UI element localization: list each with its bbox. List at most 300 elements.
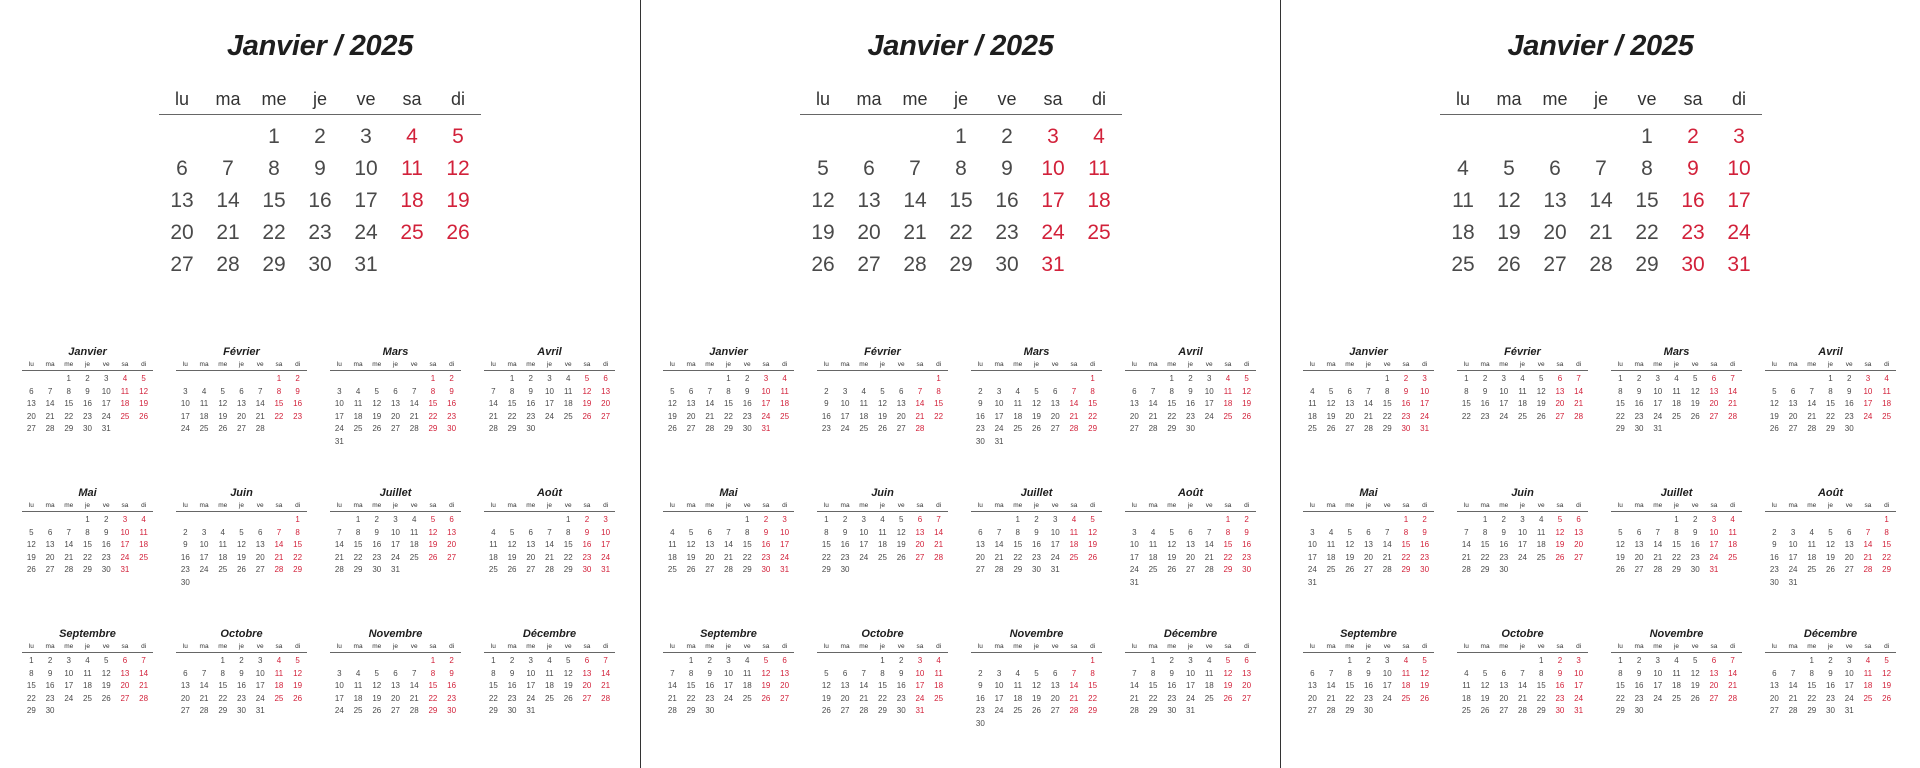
weekday-label: ma [199,361,209,368]
day-cells [971,514,1102,577]
day-cell: 23 [180,565,190,574]
day-cell: 7 [276,527,282,537]
day-cell: 18 [83,681,92,690]
day-cell: 18 [218,552,228,562]
year-overview [1303,344,1896,757]
day-cell: 1 [1641,125,1653,148]
weekday-label: ma [1496,89,1522,109]
day-cell: 25 [1013,706,1023,715]
day-cell: 30 [840,565,850,574]
day-cell: 25 [1882,411,1892,421]
day-cell: 17 [1382,681,1392,690]
day-cell: 14 [1069,681,1079,690]
day-cell: 26 [139,411,149,421]
day-cell: 17 [526,681,536,690]
day-cell: 17 [1727,189,1751,212]
day-cell: 10 [1844,668,1854,678]
weekday-label: ve [1051,643,1059,650]
weekday-label: sa [916,502,924,509]
day-cell: 4 [355,668,361,678]
mini-month-title: Décembre [1803,628,1858,640]
day-cell: 20 [526,552,536,562]
day-cell: 30 [1167,706,1177,715]
day-cell: 12 [1769,399,1779,408]
day-cell: 21 [139,681,149,690]
day-cell: 22 [563,552,573,562]
day-cell: 27 [1709,693,1719,703]
empty-cell [1802,373,1821,386]
day-cell: 12 [218,399,228,408]
day-cell: 20 [391,411,400,421]
day-cell: 12 [372,681,382,690]
weekday-label: ve [1383,502,1391,509]
weekday-label: lu [182,361,188,368]
day-cell: 13 [391,399,400,408]
mini-month-title: Novembre [1009,628,1064,640]
weekday-label: sa [916,643,924,650]
day-cell: 7 [411,668,417,678]
mini-month-title: Décembre [1163,628,1218,640]
day-cell: 7 [1071,668,1077,678]
day-cell: 28 [334,565,344,574]
day-cell: 23 [1186,411,1195,421]
day-cell: 16 [101,540,111,549]
weekday-label: di [1091,89,1106,109]
weekday-label: je [1827,502,1834,509]
day-cell: 4 [276,656,282,665]
day-cell: 11 [545,668,554,678]
day-cell: 19 [563,681,573,690]
day-cell: 23 [1681,221,1705,244]
day-cell: 25 [1401,693,1411,703]
day-cell: 14 [409,399,419,408]
day-cell: 29 [353,565,363,574]
weekday-label: je [1673,502,1680,509]
day-cell: 2 [1772,527,1777,537]
day-cell: 8 [220,668,225,678]
day-cell: 23 [1242,552,1252,562]
day-cell: 20 [26,411,36,421]
day-cell: 23 [1690,552,1700,562]
weekday-label: ma [1480,643,1490,650]
day-cell: 28 [859,706,869,715]
day-cell: 12 [1032,681,1041,690]
day-cell: 11 [353,681,363,690]
day-cell: 10 [1204,386,1214,396]
weekday-header-row [800,88,1122,115]
day-cell: 6 [393,386,398,396]
day-cell: 24 [1574,693,1584,703]
day-cell: 13 [391,681,400,690]
day-cell: 25 [563,411,573,421]
day-cell: 23 [1634,411,1644,421]
day-cell: 3 [1790,527,1796,537]
day-cell: 8 [688,668,694,678]
day-cell: 17 [1574,681,1584,690]
day-cell: 24 [391,552,400,562]
day-cell: 8 [1809,668,1814,678]
empty-cell [1144,514,1163,527]
day-cell: 3 [1501,374,1506,383]
day-cell: 30 [742,424,752,433]
empty-cell [892,121,938,153]
day-cell: 27 [1769,706,1779,715]
weekday-header-row [817,642,948,653]
weekday-label: je [238,361,245,368]
day-cell: 18 [1013,411,1023,421]
day-cell: 15 [1345,681,1355,690]
weekday-label: ve [1691,643,1699,650]
day-cell: 19 [1536,399,1546,408]
day-cell: 26 [1497,253,1521,276]
day-cell: 24 [120,552,130,562]
day-cell: 26 [667,424,677,433]
day-cell: 14 [1728,386,1738,396]
mini-month [1765,626,1896,757]
day-cell: 16 [293,399,303,408]
day-cell: 3 [603,515,608,524]
day-cell: 11 [1088,157,1110,180]
day-cell: 17 [101,399,111,408]
weekday-label: ve [1845,361,1853,368]
day-cell: 12 [372,399,382,408]
weekday-header-row [176,501,307,512]
day-cell: 16 [526,399,536,408]
day-cell: 10 [1186,668,1195,678]
day-cell: 7 [1520,668,1525,678]
weekday-label: je [1033,361,1040,368]
day-cell: 18 [1307,411,1317,421]
day-cells [176,373,307,436]
day-cells [817,373,948,436]
day-cell: 6 [1636,527,1642,537]
day-cell: 16 [1690,540,1700,549]
day-cell: 1 [1884,515,1889,524]
day-cell: 19 [1420,681,1430,690]
day-cell: 23 [1555,693,1565,703]
day-cell: 2 [528,374,533,383]
weekday-label: ve [102,361,110,368]
day-cell: 18 [409,540,419,549]
weekday-label: me [372,643,382,650]
day-cell: 13 [447,527,457,537]
day-cell: 30 [1769,577,1779,587]
day-cell: 12 [1480,681,1490,690]
day-cell: 27 [582,693,592,703]
day-cell: 17 [334,693,344,703]
day-cell: 11 [564,386,573,396]
empty-cell [41,373,60,386]
mini-month-title: Septembre [1340,628,1397,640]
day-cell: 21 [1518,693,1527,703]
day-cell: 11 [1518,386,1527,396]
weekday-label: sa [1224,361,1232,368]
day-cell: 27 [447,552,457,562]
weekday-label: me [1653,361,1663,368]
day-cell: 12 [582,386,592,396]
weekday-label: sa [762,361,770,368]
weekday-label: sa [1070,643,1078,650]
day-cell: 19 [686,552,696,562]
day-cell: 13 [705,540,715,549]
day-cell: 27 [391,706,400,715]
weekday-label: di [1090,643,1096,650]
day-cell: 18 [139,540,149,549]
weekday-label: ma [1480,361,1490,368]
day-cell: 3 [122,515,128,524]
empty-cell [176,655,195,668]
day-cell: 9 [1482,386,1488,396]
main-month-grid [159,88,481,281]
day-cell: 16 [1499,540,1509,549]
day-cell: 27 [896,424,906,433]
weekday-label: ma [840,643,850,650]
empty-cell [1125,373,1144,386]
day-cell: 23 [1499,552,1509,562]
mini-month-title: Octobre [220,628,263,640]
day-cell: 9 [449,386,454,396]
day-cell: 20 [1345,411,1355,421]
day-cell: 10 [199,540,209,549]
day-cell: 20 [915,540,925,549]
day-cell: 8 [1482,527,1488,537]
day-cell: 24 [64,693,74,703]
day-cell: 9 [183,540,188,549]
mini-month [1125,485,1256,616]
day-cell: 20 [705,552,715,562]
day-cell: 19 [811,221,835,244]
day-cell: 22 [1461,411,1471,421]
day-cell: 24 [1382,693,1392,703]
day-cells [1611,373,1742,436]
mini-month [330,344,461,475]
day-cell: 9 [744,386,750,396]
day-cell: 21 [274,552,284,562]
day-cell: 31 [780,565,790,574]
day-cell: 13 [975,540,985,549]
day-cell: 29 [686,706,696,715]
day-cell: 7 [603,656,608,665]
day-cell: 5 [670,386,675,396]
day-cell: 2 [449,656,454,665]
weekday-label: me [372,361,382,368]
day-cell: 25 [1148,565,1158,574]
day-cell: 14 [859,681,869,690]
mini-month-title: Février [864,346,901,358]
day-cell: 8 [430,386,436,396]
day-cell: 6 [898,386,904,396]
day-cell: 10 [545,386,554,396]
day-cell: 20 [1634,552,1644,562]
day-cell: 17 [1844,681,1854,690]
day-cell: 6 [782,656,787,665]
day-cell: 27 [686,424,696,433]
calendar-page [0,0,640,768]
day-cell: 31 [255,706,265,715]
day-cell: 11 [1223,386,1233,396]
day-cell: 9 [314,157,326,180]
day-cell: 9 [1188,386,1193,396]
day-cell: 3 [763,374,769,383]
day-cell: 21 [859,693,869,703]
weekday-label: me [1167,361,1177,368]
day-cell: 2 [509,656,515,665]
day-cell: 30 [447,424,457,433]
mini-month [817,485,948,616]
day-cells [663,514,794,577]
empty-cell [405,373,424,386]
day-cell: 4 [1730,515,1735,524]
weekday-label: je [1187,361,1194,368]
mini-month-title: Mai [78,487,97,499]
day-cell: 17 [64,681,74,690]
weekday-label: ma [199,643,209,650]
mini-month [22,626,153,757]
day-cell: 26 [1615,565,1625,574]
weekday-label: sa [275,643,283,650]
day-cell: 6 [176,157,188,180]
weekday-label: ve [410,361,418,368]
day-cell: 14 [64,540,74,549]
day-cell: 11 [1148,540,1158,549]
mini-month-title: Juin [871,487,894,499]
day-cell: 2 [314,125,326,148]
day-cell: 9 [1366,668,1371,678]
weekday-label: me [1499,502,1509,509]
day-cell: 8 [268,157,280,180]
weekday-label: di [450,89,465,109]
day-cell: 1 [268,125,280,148]
day-cell: 7 [1790,668,1796,678]
day-cell: 17 [180,411,190,421]
day-cell: 3 [1422,374,1427,383]
mini-month-title: Novembre [368,628,423,640]
mini-month [663,626,794,757]
weekday-label: di [449,502,455,509]
empty-cell [195,514,214,527]
day-cell: 28 [1863,565,1873,574]
day-cell: 22 [1672,552,1681,562]
day-cell: 18 [1148,552,1158,562]
day-cell: 19 [878,411,887,421]
mini-month [1125,626,1256,757]
day-cell: 13 [180,681,190,690]
day-cell: 28 [1807,424,1817,433]
day-cell: 8 [66,386,71,396]
day-cell: 3 [1655,374,1660,383]
empty-cell [1765,373,1784,386]
weekday-label: sa [1556,502,1564,509]
day-cell: 8 [1618,668,1623,678]
day-cell: 20 [686,411,696,421]
day-cell: 11 [1013,681,1022,690]
day-cell: 6 [917,515,923,524]
empty-cell [1200,514,1219,527]
day-cell: 24 [1863,411,1873,421]
mini-month [817,626,948,757]
day-cell: 28 [255,424,265,433]
day-cell: 26 [1326,424,1336,433]
day-cell: 25 [878,552,887,562]
empty-cell [854,373,873,386]
day-cell: 23 [237,693,246,703]
day-cell: 25 [218,565,228,574]
day-cell: 26 [372,424,382,433]
day-cells [663,373,794,436]
day-cell: 20 [1788,411,1798,421]
day-cell: 25 [667,565,677,574]
day-cell: 6 [978,527,983,537]
day-cell: 20 [1709,399,1719,408]
weekday-label: sa [429,361,437,368]
day-cell: 18 [545,681,554,690]
day-cell: 27 [975,565,985,574]
day-cell: 10 [840,399,850,408]
day-cell: 5 [1503,157,1515,180]
weekday-label: sa [429,643,437,650]
weekday-label: ma [1788,502,1798,509]
day-cell: 1 [85,515,90,524]
day-cell: 15 [353,540,363,549]
weekday-label: sa [275,502,283,509]
day-cell: 18 [1518,399,1527,408]
day-cell: 28 [545,565,554,574]
day-cell: 12 [446,157,470,180]
day-cell: 9 [584,527,590,537]
day-cell: 4 [1310,386,1315,396]
day-cells [971,655,1102,730]
weekday-label: ve [1845,502,1853,509]
day-cell: 22 [742,552,752,562]
day-cell: 30 [1826,706,1835,715]
day-cell: 6 [1366,527,1371,537]
day-cell: 16 [1420,540,1430,549]
day-cell: 17 [1129,552,1139,562]
day-cell: 19 [761,681,771,690]
day-cell: 4 [880,515,885,524]
day-cell: 23 [526,411,536,421]
day-cell: 13 [1186,540,1195,549]
weekday-label: di [295,361,301,368]
day-cell: 16 [975,693,985,703]
day-cell: 25 [353,706,363,715]
weekday-label: di [1731,89,1746,109]
day-cell: 24 [354,221,378,244]
day-cell: 16 [1401,399,1411,408]
day-cell: 31 [1653,424,1663,433]
day-cell: 31 [1129,577,1139,587]
day-cell: 19 [1555,540,1565,549]
day-cell: 25 [859,424,869,433]
day-cell: 8 [509,386,515,396]
day-cell: 29 [1480,565,1490,574]
day-cell: 1 [1347,656,1352,665]
day-cell: 10 [255,668,265,678]
day-cell: 27 [1844,565,1854,574]
day-cell: 30 [582,565,592,574]
day-cell: 23 [1769,565,1779,574]
day-cell: 5 [688,527,694,537]
day-cell: 14 [1382,540,1392,549]
day-cell: 12 [1420,668,1430,678]
mini-month-title: Juillet [1660,487,1693,499]
weekday-label: ve [1205,643,1213,650]
day-cell: 21 [1382,552,1392,562]
weekday-label: je [84,643,91,650]
empty-cell [1027,373,1046,386]
day-cell: 30 [1681,253,1705,276]
day-cell: 27 [780,693,790,703]
